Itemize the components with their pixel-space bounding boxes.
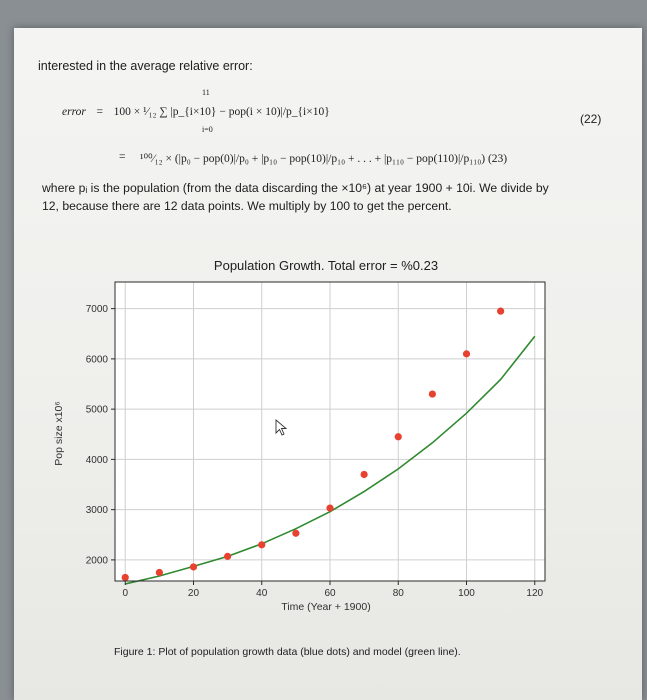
y-axis-label: Pop size x10⁶ [53, 401, 65, 466]
x-axis-label: Time (Year + 1900) [281, 601, 371, 613]
where-line-2: 12, because there are 12 data points. We multiply by 100 to get the percent. [42, 199, 452, 213]
x-tick-label: 0 [122, 588, 129, 599]
y-tick-label: 5000 [85, 404, 108, 416]
data-point [258, 541, 265, 548]
figure-caption: Figure 1: Plot of population growth data (blue dots) and model (green line). [114, 646, 461, 658]
data-point [190, 563, 197, 570]
y-tick-label: 6000 [85, 354, 108, 366]
x-tick-label: 20 [187, 588, 200, 599]
population-chart [14, 28, 642, 700]
x-tick-label: 80 [392, 588, 404, 599]
data-point [156, 569, 163, 576]
data-point [224, 553, 231, 560]
y-tick-label: 3000 [85, 505, 108, 517]
x-tick-label: 120 [526, 588, 544, 599]
equation-23: ¹⁰⁰⁄₁₂ × (|p₀ − pop(0)|/p₀ + |p₁₀ − pop(10)|/p₁₀ + . . . + |p₁₁₀ − pop(110)|/p₁₁₀) (23) [140, 153, 508, 165]
equals-sign-2: = [119, 151, 126, 163]
data-point [429, 390, 436, 397]
data-point [122, 574, 129, 581]
data-point [497, 308, 504, 315]
data-point [326, 505, 333, 512]
sum-lower-limit: i=0 [202, 125, 213, 134]
data-point [463, 350, 470, 357]
x-tick-label: 40 [256, 588, 268, 599]
y-tick-label: 2000 [85, 555, 108, 567]
error-symbol: error [62, 106, 86, 118]
paper-page [14, 28, 642, 700]
chart-title: Population Growth. Total error = %0.23 [213, 258, 439, 273]
data-point [361, 471, 368, 478]
where-line-1: where pᵢ is the population (from the data discarding the ×10⁶) at year 1900 + 10i. We divide by [42, 181, 549, 195]
equation-number-22: (22) [580, 112, 602, 126]
x-tick-label: 100 [458, 588, 475, 599]
y-tick-label: 7000 [85, 304, 108, 316]
equation-22-rhs: 100 × ¹⁄₁₂ ∑ |p_{i×10} − pop(i × 10)|/p_{i×10} [113, 106, 330, 118]
data-point [292, 530, 299, 537]
equals-sign: = [96, 106, 103, 118]
x-tick-label: 60 [324, 588, 336, 599]
intro-text: interested in the average relative error: [38, 59, 253, 73]
sum-upper-limit: 11 [202, 88, 210, 97]
data-point [395, 433, 402, 440]
y-tick-label: 4000 [85, 454, 108, 466]
